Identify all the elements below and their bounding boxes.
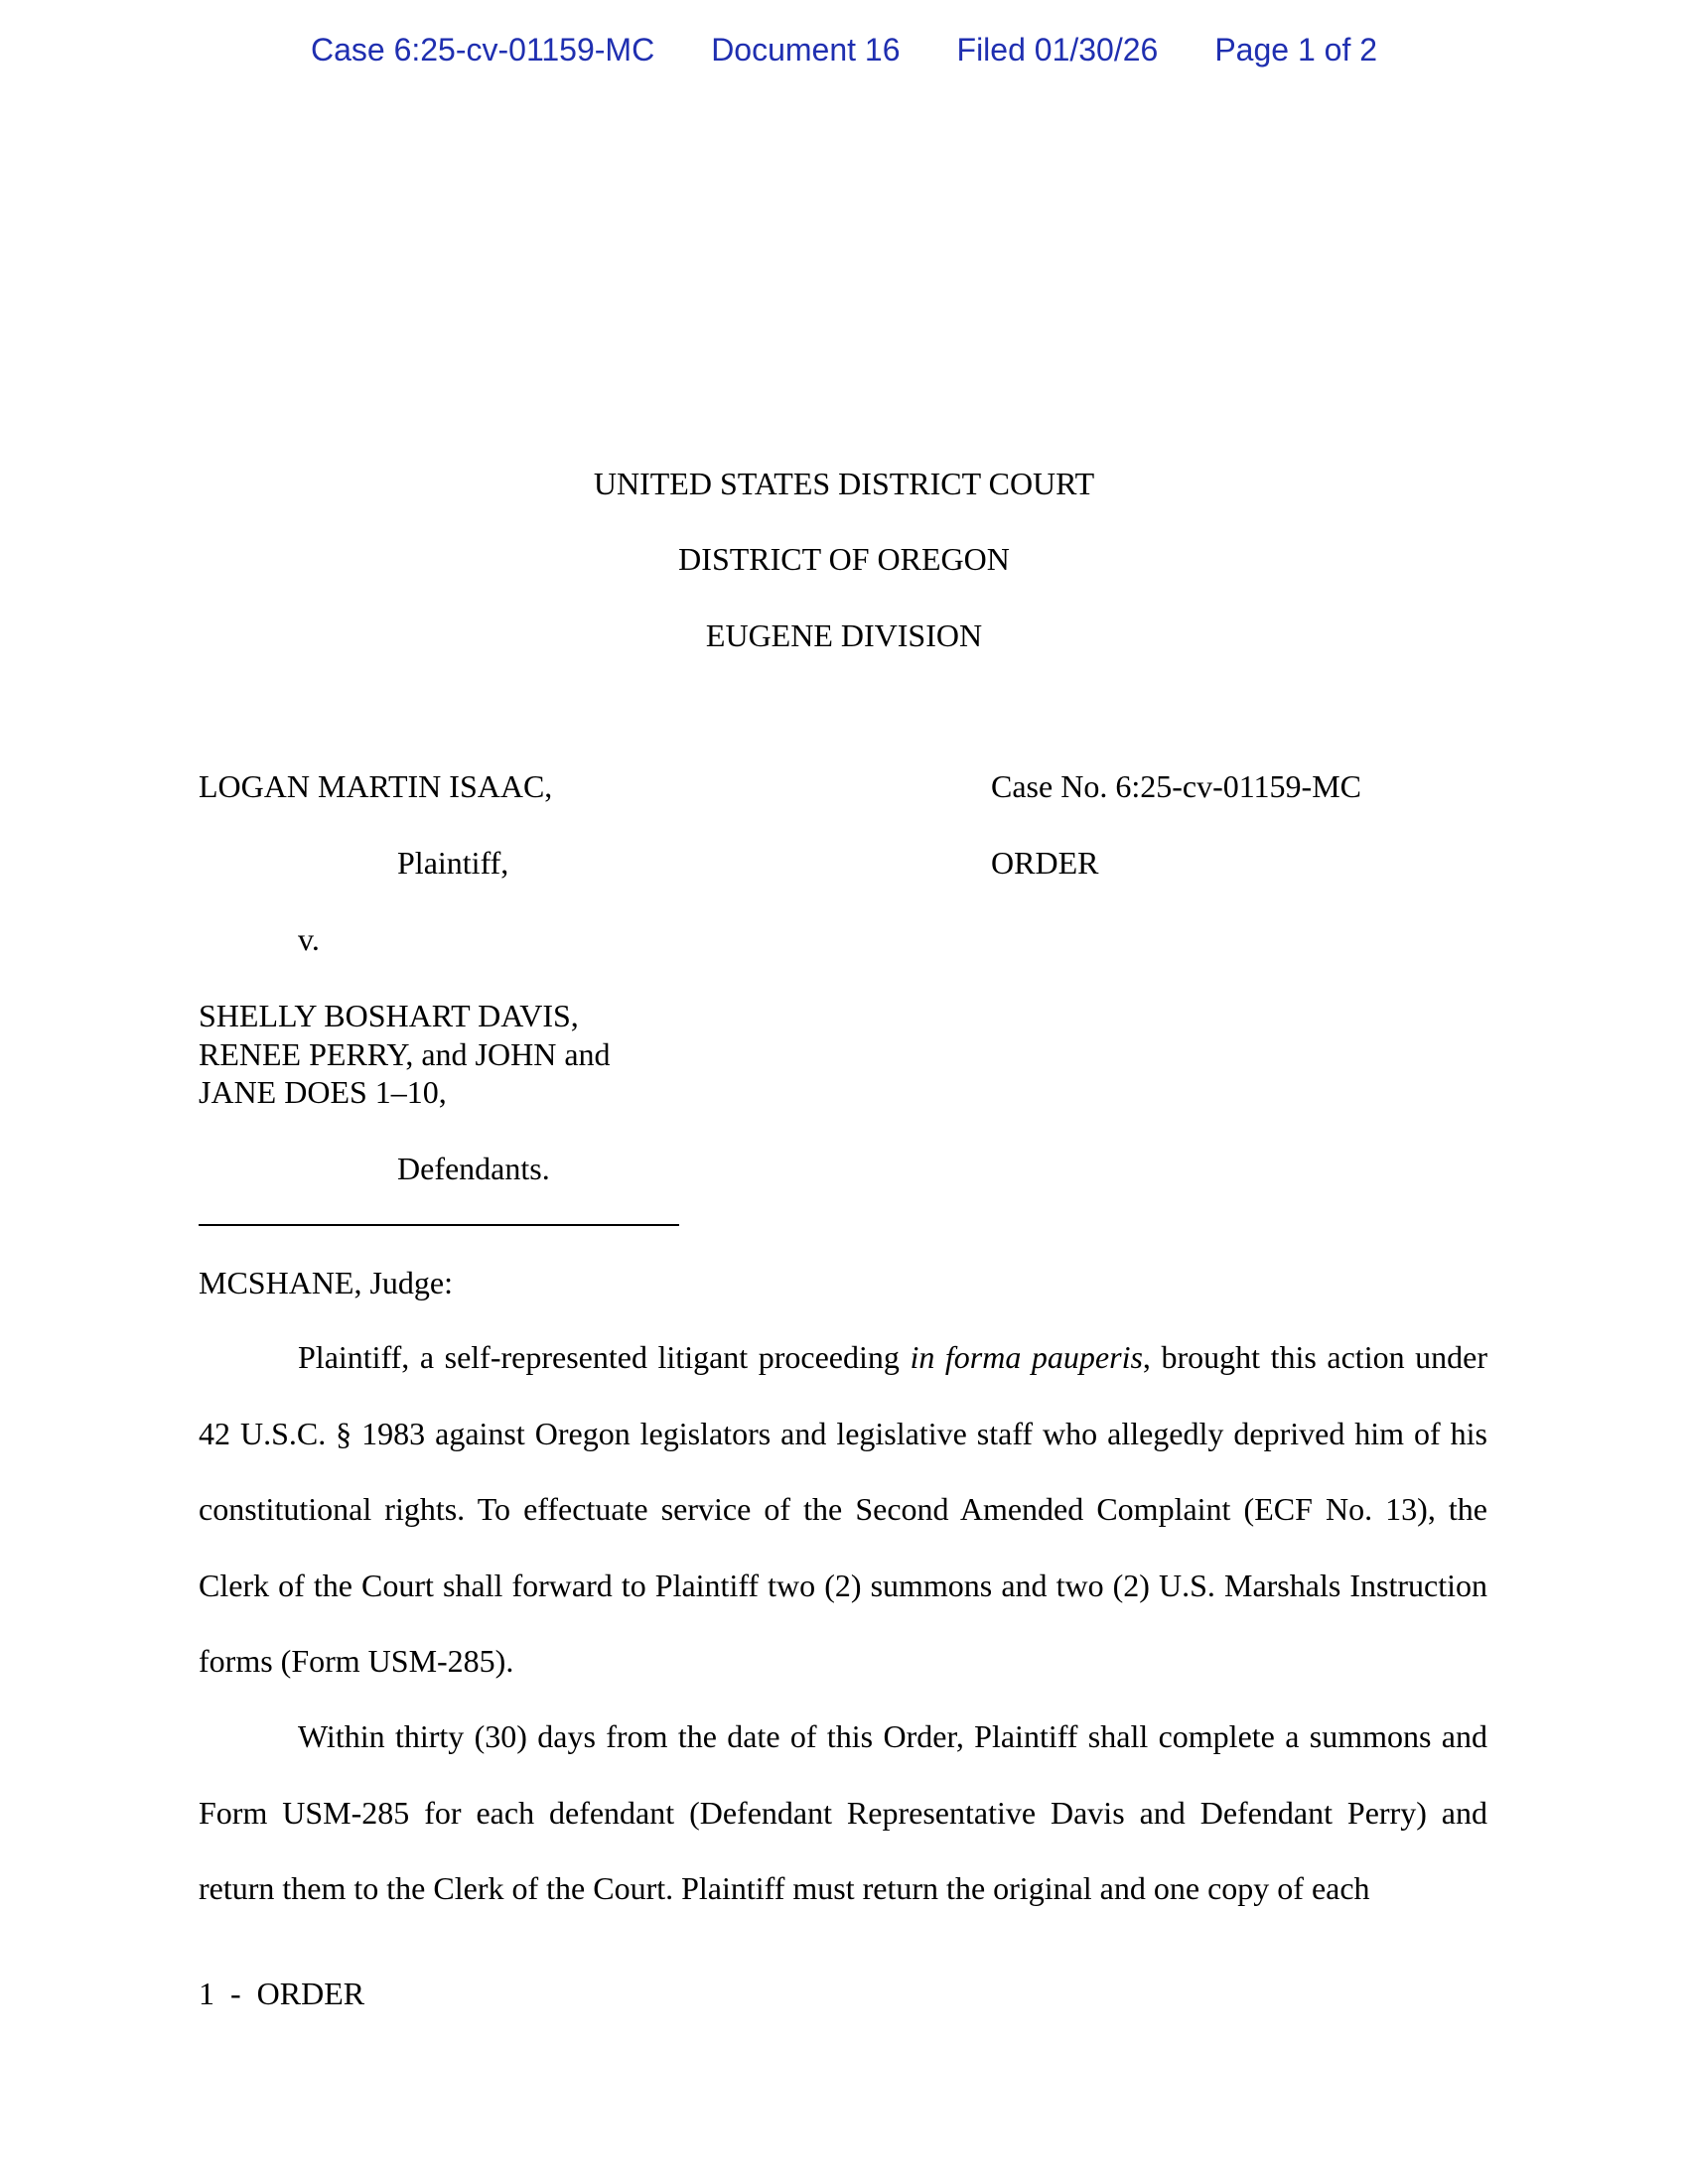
court-name: UNITED STATES DISTRICT COURT xyxy=(593,466,1095,501)
paragraph-2 xyxy=(199,1699,1487,1927)
paragraph-2-text: Within thirty (30) days from the date of this Order, Plaintiff shall complete a summons and Form USM-285 for each defendant (Defendant Representative Davis and Defendant Perry) and return them to the Clerk of the Court. Plaintiff must return the original and one copy of each xyxy=(199,1718,1487,1906)
court-district: DISTRICT OF OREGON xyxy=(678,541,1010,577)
case-number: Case No. 6:25-cv-01159-MC xyxy=(991,768,1361,804)
ecf-document-number: Document 16 xyxy=(711,32,901,68)
caption-divider xyxy=(199,1224,679,1226)
paragraph-1-rest: , brought this action under 42 U.S.C. § 1983 against Oregon legislators and legislative staff who allegedly deprived him of his constitutional rights. To effectuate service of the Second Amended Complaint (ECF No. 13), the Clerk of the Court shall forward to Plaintiff two (2) summons and two (2) U.S. Marshals Instruction forms (Form USM-285). xyxy=(199,1339,1487,1679)
page-footer: 1 - ORDER xyxy=(199,1976,365,2011)
ecf-filing-header xyxy=(0,30,1688,69)
ecf-case-number: Case 6:25-cv-01159-MC xyxy=(310,32,655,68)
defendants-line: JANE DOES 1–10, xyxy=(199,1074,447,1110)
defendants-role: Defendants. xyxy=(397,1151,550,1186)
paragraph-1 xyxy=(199,1319,1487,1700)
paragraph-1-italic: in forma pauperis xyxy=(910,1339,1143,1375)
ecf-filed-date: Filed 01/30/26 xyxy=(956,32,1159,68)
plaintiff-role: Plaintiff, xyxy=(397,845,509,881)
paragraph-1-start: Plaintiff, a self-represented litigant proceeding xyxy=(298,1339,911,1375)
defendants-names xyxy=(199,997,611,1112)
document-type: ORDER xyxy=(991,845,1099,881)
versus-label: v. xyxy=(298,921,320,957)
defendants-line: SHELLY BOSHART DAVIS, xyxy=(199,998,579,1033)
court-division: EUGENE DIVISION xyxy=(705,617,983,653)
judge-line: MCSHANE, Judge: xyxy=(199,1265,454,1300)
defendants-line: RENEE PERRY, and JOHN and xyxy=(199,1035,611,1072)
plaintiff-name: LOGAN MARTIN ISAAC, xyxy=(199,768,553,804)
ecf-page-count: Page 1 of 2 xyxy=(1214,32,1378,68)
